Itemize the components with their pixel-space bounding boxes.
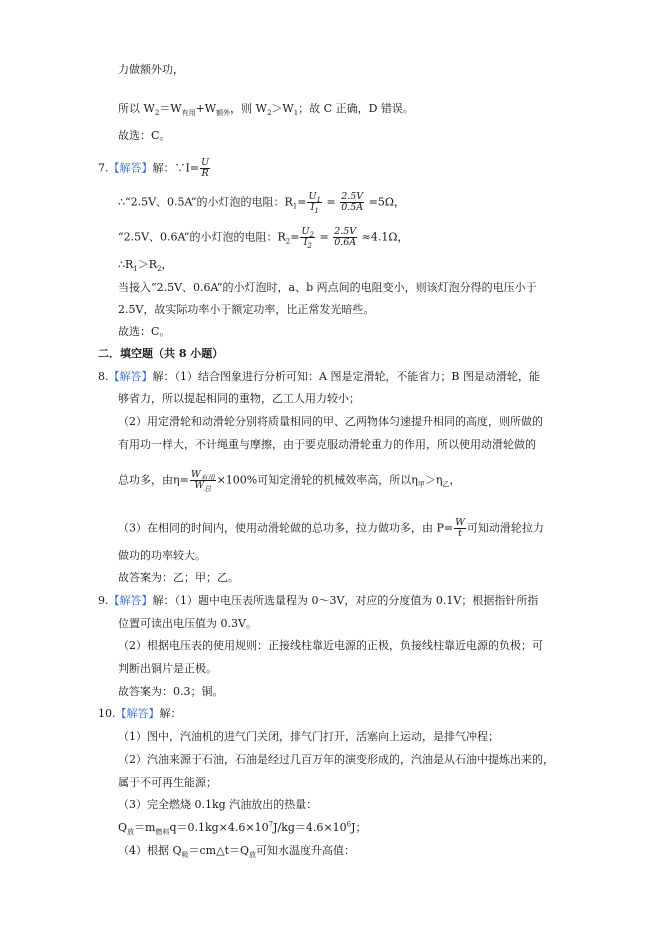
q7-header — [98, 158, 211, 179]
q8-power-line: （3）在相同的时间内，使用动滑轮做的总功多，拉力做功多，由 P= $\frac{W}{t}$ 可知动滑轮拉力 — [118, 517, 544, 539]
q8-line4: 有用功一样大，不计绳重与摩擦，由于要克服动滑轮重力的作用，所以使用动滑轮做的 — [118, 438, 536, 451]
q7-para1: 当接入“2.5V、0.6A”的小灯泡时，a、b 两点间的电阻变小，则该灯泡分得的电压小于 — [118, 281, 537, 294]
q7-number: 7. — [98, 161, 109, 175]
q10-line4: （3）完全燃烧 0.1kg 汽油放出的热量： — [118, 798, 318, 811]
q9-answer: 故答案为：0.3；铜。 — [118, 685, 224, 698]
q7-r1-line: ∴“2.5V、0.5A”的小灯泡的电阻：$R_1=$ $\frac{U_1}{I_1}$ = $\frac{2.5V}{0.5A}$ =5Ω， — [118, 191, 405, 215]
q8-tag: 【解答】 — [108, 370, 153, 383]
q8-power-fraction: $\frac{W}{t}$ — [455, 517, 465, 539]
q10-line1: （1）图中，汽油机的进气门关闭，排气门打开，活塞向上运动，是排气冲程； — [118, 730, 499, 743]
q7-tag: 【解答】 — [108, 161, 153, 175]
q9-line3: （2）根据电压表的使用规则：正接线柱靠近电源的正极，负接线柱靠近电源的负极；可 — [118, 639, 543, 652]
q6-line2: 所以 $W_2=W_{有用}+W_{额外}$，则 $W_2>W_1$；故 C 正确，D 错误。 — [118, 102, 414, 118]
q7-r1-fraction-symbolic: $\frac{U_1}{I_1}$ — [308, 191, 321, 215]
q10-header: 10.【解答】解： — [98, 707, 182, 720]
q7-r2-fraction-symbolic: $\frac{U_2}{I_2}$ — [301, 226, 314, 250]
q8-line1: 8.【解答】解：（1）结合图象进行分析可知：A 图是定滑轮，不能省力；B 图是动滑轮，能 — [98, 370, 541, 383]
q8-line2: 够省力，所以提起相同的重物，乙工人用力较小； — [118, 392, 360, 405]
q8-answer: 故答案为：乙；甲；乙。 — [118, 571, 239, 584]
q7-answer: 故选：C。 — [118, 325, 171, 338]
q8-efficiency-fraction: $\frac{W_{有用}}{W_总}$ — [190, 469, 215, 493]
q9-number: 9. — [98, 594, 109, 607]
q10-line3: 属于不可再生能源； — [118, 776, 217, 789]
q10-heat-equation: $Q_放=m_{燃料}q=0.1kg\times 4.6\times 10^7J/kg=4.6\times 10^6J$； — [118, 820, 367, 837]
q10-tag: 【解答】 — [115, 707, 160, 720]
q9-line4: 判断出铜片是正极。 — [118, 662, 217, 675]
section-title: 二．填空题（共 8 小题） — [98, 347, 224, 360]
q7-compare: $\therefore R_1>R_2$， — [118, 258, 173, 274]
q8-efficiency-line: 总功多，由η= $\frac{W_{有用}}{W_总}$ ×100%可知定滑轮的机械效率高，所以$\eta_甲>\eta_乙$， — [118, 469, 461, 493]
q10-line2: （2）汽油来源于石油，石油是经过几百万年的演变形成的，汽油是从石油中提炼出来的， — [118, 753, 554, 766]
q7-ohm-fraction: $\frac{U}{R}$ — [201, 157, 210, 179]
q9-line1: 9.【解答】解：（1）题中电压表所选量程为 0～3V，对应的分度值为 0.1V；根据指针所指 — [98, 594, 539, 607]
q6-line1: 力做额外功， — [118, 63, 184, 76]
q6-answer: 故选：C。 — [118, 129, 171, 142]
q7-r1-fraction-numeric: $\frac{2.5V}{0.5A}$ — [341, 191, 364, 213]
q7-r2-fraction-numeric: $\frac{2.5V}{0.6A}$ — [334, 226, 357, 248]
q10-line6: （4）根据 $Q_吸=cm\triangle t=Q_放$可知水温度升高值： — [118, 844, 356, 860]
q8-line7: 做功的功率较大。 — [118, 549, 206, 562]
q8-number: 8. — [98, 370, 109, 383]
q8-line3: （2）用定滑轮和动滑轮分别将质量相同的甲、乙两物体匀速提升相同的高度，则所做的 — [118, 415, 543, 428]
q7-para2: 2.5V，故实际功率小于额定功率，比正常发光暗些。 — [118, 303, 375, 316]
q9-tag: 【解答】 — [108, 594, 153, 607]
q7-intro: 解：∵I= — [152, 161, 200, 175]
q7-r2-line: “2.5V、0.6A”的小灯泡的电阻：$R_2=$ $\frac{U_2}{I_2}$ = $\frac{2.5V}{0.6A}$ ≈4.1Ω， — [118, 226, 409, 250]
q9-line2: 位置可读出电压值为 0.3V。 — [118, 617, 257, 630]
q10-number: 10. — [98, 707, 116, 720]
